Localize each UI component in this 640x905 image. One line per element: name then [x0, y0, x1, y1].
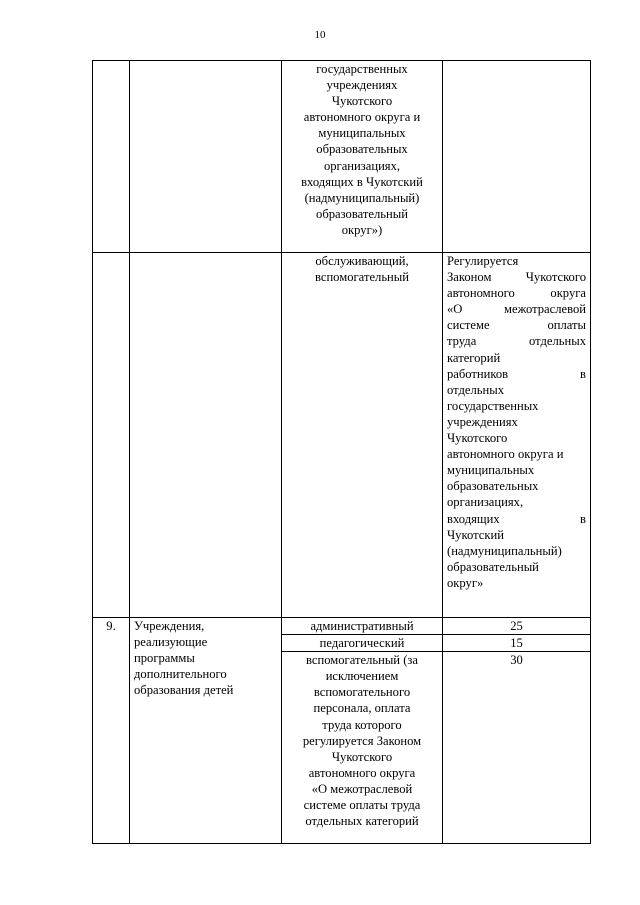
- note-line: округ»: [447, 575, 484, 590]
- position-line: обслуживающий,: [315, 254, 409, 268]
- table-row: [93, 618, 591, 635]
- note-line: учреждениях: [447, 414, 518, 429]
- note-line: Регулируется: [447, 254, 519, 268]
- position-line: персонала, оплата: [313, 701, 411, 716]
- note-line: входящих в: [447, 511, 586, 526]
- position-line: вспомогательный (за: [306, 653, 418, 668]
- note-line: системе оплаты: [447, 318, 586, 333]
- position-line: Чукотского: [331, 749, 393, 764]
- note-line: (надмуниципальный): [447, 543, 562, 558]
- row-number-cell: [93, 61, 130, 253]
- institution-cell: [130, 618, 282, 844]
- position-line: государственных: [316, 62, 408, 76]
- page-number: 10: [314, 29, 326, 41]
- position-line: исключением: [325, 669, 399, 684]
- position-line: автономного округа: [308, 765, 416, 780]
- position-line: учреждениях: [326, 78, 398, 93]
- position-line: Чукотского: [331, 94, 393, 109]
- value-cell: 15: [443, 635, 591, 652]
- position-line: отдельных категорий: [305, 814, 419, 829]
- position-line: организациях,: [323, 158, 401, 173]
- position-line: образовательных: [316, 142, 408, 157]
- position-line: муниципальных: [318, 126, 406, 141]
- note-line: автономного округа: [447, 286, 586, 301]
- position-line: образовательный: [316, 206, 408, 221]
- note-line: организациях,: [447, 495, 524, 510]
- table-row: [93, 61, 591, 253]
- table-row: [93, 253, 591, 618]
- institution-line: программы: [134, 651, 195, 666]
- row-number-cell: [93, 253, 130, 618]
- position-line: входящих в Чукотский: [301, 174, 423, 189]
- note-line: образовательный: [447, 559, 539, 574]
- note-cell: [443, 253, 591, 618]
- institution-cell: [130, 253, 282, 618]
- value-cell: 30: [443, 652, 591, 844]
- position-line: вспомогательный: [314, 270, 410, 285]
- value-cell: 25: [443, 618, 591, 635]
- note-line: муниципальных: [447, 463, 535, 478]
- position-line: автономного округа и: [303, 110, 421, 125]
- position-line: «О межотраслевой: [311, 781, 413, 796]
- note-line: Чукотский: [447, 527, 504, 542]
- salary-table: [92, 60, 591, 844]
- position-cell: [282, 652, 443, 844]
- note-line: образовательных: [447, 479, 539, 494]
- position-line: труда которого: [322, 717, 402, 732]
- position-cell: [282, 61, 443, 253]
- note-line: Чукотского: [447, 431, 508, 446]
- note-line: «О межотраслевой: [447, 302, 586, 317]
- institution-line: дополнительного: [134, 667, 227, 682]
- position-cell: педагогический: [282, 635, 443, 652]
- position-line: вспомогательного: [313, 685, 411, 700]
- institution-line: Учреждения,: [134, 619, 205, 633]
- row-number-cell: 9.: [93, 618, 130, 844]
- note-line: государственных: [447, 398, 539, 413]
- institution-cell: [130, 61, 282, 253]
- institution-line: реализующие: [134, 635, 208, 650]
- position-line: регулируется Законом: [302, 733, 422, 748]
- position-cell: [282, 253, 443, 618]
- note-line: работников в: [447, 366, 586, 381]
- position-line: (надмуниципальный): [304, 190, 420, 205]
- institution-line: образования детей: [134, 683, 234, 698]
- note-line: категорий: [447, 350, 501, 365]
- note-cell: [443, 61, 591, 253]
- position-line: округ»): [341, 222, 383, 237]
- note-line: труда отдельных: [447, 334, 586, 349]
- position-cell: административный: [282, 618, 443, 635]
- note-line: Законом Чукотского: [447, 270, 586, 285]
- note-line: отдельных: [447, 382, 504, 397]
- position-line: системе оплаты труда: [303, 798, 421, 813]
- note-line: автономного округа и: [447, 447, 564, 462]
